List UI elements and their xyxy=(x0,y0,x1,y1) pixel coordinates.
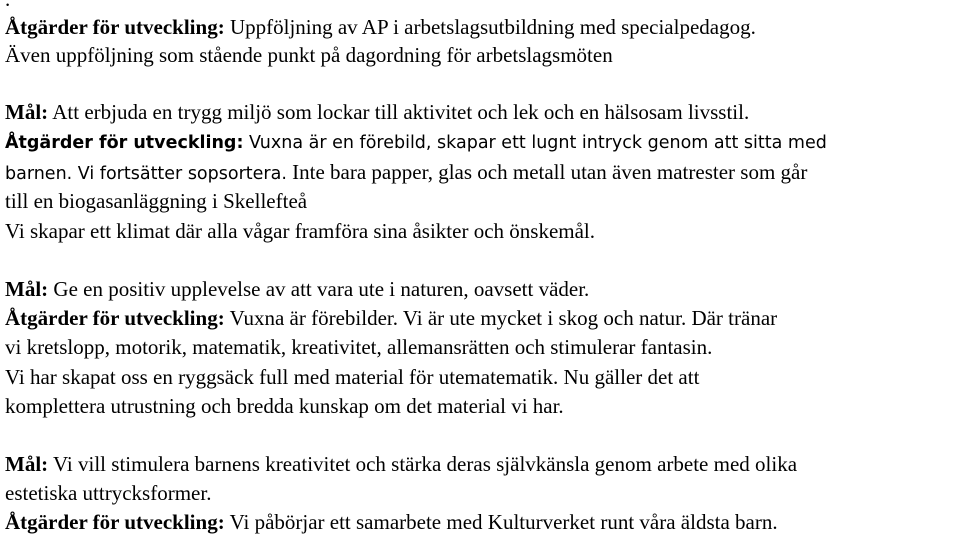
s2-line4: till en biogasanläggning i Skellefteå xyxy=(5,189,308,213)
s2-goal xyxy=(5,99,749,125)
s1-action-text: Uppföljning av AP i arbetslagsutbildning med specialpedagog. xyxy=(224,15,756,39)
s2-goal-text: Att erbjuda en trygg miljö som lockar till aktivitet och lek och en hälsosam livsstil. xyxy=(48,100,750,124)
s3-line5: komplettera utrustning och bredda kunskap om det material vi har. xyxy=(5,394,564,418)
s1-line1 xyxy=(5,14,756,40)
s4-goal-label: Mål: xyxy=(5,452,49,476)
s3-line4: Vi har skapat oss en ryggsäck full med material för utematematik. Nu gäller det att xyxy=(5,365,700,389)
s3-goal-label: Mål: xyxy=(5,277,49,301)
bullet-mark xyxy=(5,0,10,12)
s3-action-label: Åtgärder för utveckling: xyxy=(5,306,225,330)
s3-action xyxy=(5,305,777,331)
s2-action-text: Vuxna är en förebild, skapar ett lugnt intryck genom att sitta med xyxy=(243,133,827,153)
s3-goal xyxy=(5,276,589,302)
s1-action-label: Åtgärder för utveckling: xyxy=(5,15,225,39)
s4-goal-text: Vi vill stimulera barnens kreativitet och stärka deras självkänsla genom arbete med olika xyxy=(48,452,798,476)
s4-goal xyxy=(5,451,797,477)
s3-line3: vi kretslopp, motorik, matematik, kreativitet, allemansrätten och stimulerar fantasin. xyxy=(5,335,713,359)
s4-line2: estetiska uttrycksformer. xyxy=(5,481,212,505)
s2-line5: Vi skapar ett klimat där alla vågar framföra sina åsikter och önskemål. xyxy=(5,219,596,243)
s1-line2: Även uppföljning som stående punkt på dagordning för arbetslagsmöten xyxy=(5,43,613,67)
s4-action-label: Åtgärder för utveckling: xyxy=(5,510,225,534)
s4-action xyxy=(5,509,778,535)
s2-action-label: Åtgärder för utveckling: xyxy=(5,133,244,153)
s3-action-text: Vuxna är förebilder. Vi är ute mycket i skog och natur. Där tränar xyxy=(224,306,778,330)
s2-goal-label: Mål: xyxy=(5,100,49,124)
s2-line3-rest: Inte bara papper, glas och metall utan även matrester som går xyxy=(286,160,808,184)
s2-action xyxy=(5,130,827,156)
s2-line3 xyxy=(5,159,807,187)
s4-action-text: Vi påbörjar ett samarbete med Kulturverket runt våra äldsta barn. xyxy=(224,510,778,534)
s3-goal-text: Ge en positiv upplevelse av att vara ute i naturen, oavsett väder. xyxy=(48,277,590,301)
s2-line3-sans: barnen. Vi fortsätter sopsortera. xyxy=(5,164,287,184)
